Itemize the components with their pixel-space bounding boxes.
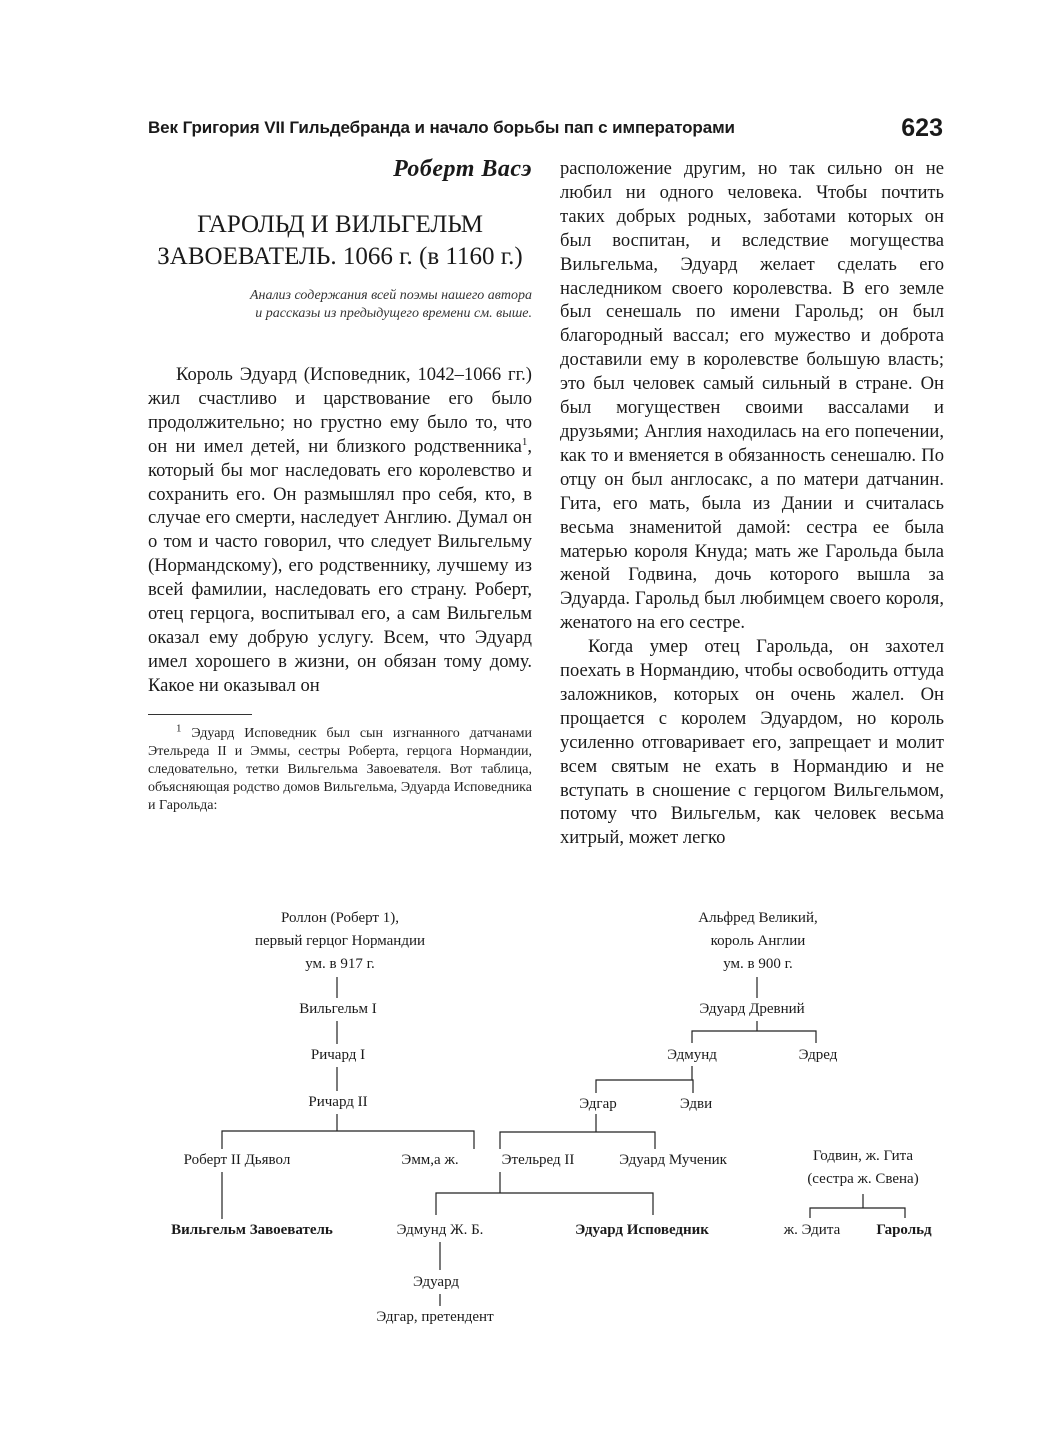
alfred-title: король Англии bbox=[710, 933, 806, 949]
tree-node-edward-elder: Эдуард Древний bbox=[699, 1001, 805, 1017]
tree-node-edward-exile: Эдуард bbox=[412, 1274, 460, 1290]
rollon-title: первый герцог Нормандии bbox=[254, 933, 426, 949]
tree-node-ethelred-2: Этельред II bbox=[501, 1152, 575, 1168]
page-number: 623 bbox=[901, 114, 943, 142]
tree-node-richard-1: Ричард I bbox=[310, 1047, 366, 1063]
footnote-reference[interactable]: 1 bbox=[521, 435, 528, 448]
article-title-line-1: ГАРОЛЬД И ВИЛЬГЕЛЬМ bbox=[197, 211, 483, 238]
connector-edgar-sons bbox=[500, 1114, 655, 1149]
footnote bbox=[148, 722, 532, 815]
rollon-name: Роллон (Роберт 1), bbox=[281, 910, 399, 926]
tree-node-edward-martyr: Эдуард Мученик bbox=[619, 1152, 727, 1168]
epigraph-line-1: Анализ содержания всей поэмы нашего автора bbox=[249, 288, 532, 303]
alfred-death: ум. в 900 г. bbox=[723, 956, 793, 972]
epigraph-line-2: и рассказы из предыдущего времени см. выше. bbox=[255, 306, 532, 321]
article-title-line-2: ЗАВОЕВАТЕЛЬ. 1066 г. (в 1160 г.) bbox=[157, 243, 523, 270]
article-author: Роберт Васэ bbox=[393, 156, 532, 182]
tree-node-edred: Эдред bbox=[798, 1047, 838, 1063]
tree-node-edward-confessor: Эдуард Исповедник bbox=[575, 1222, 709, 1238]
tree-node-edgar-pretender: Эдгар, претендент bbox=[376, 1309, 494, 1325]
tree-node-edmund: Эдмунд bbox=[667, 1047, 717, 1063]
tree-node-harold: Гарольд bbox=[876, 1222, 932, 1238]
tree-node-edmund-ironside: Эдмунд Ж. Б. bbox=[396, 1222, 484, 1238]
tree-node-godwin bbox=[807, 1145, 918, 1191]
epigraph bbox=[148, 287, 532, 323]
body-text-part-b: , который бы мог наследовать его королевство и сохранить его. Он размышлял про себя, кто, в случае его смерти, наследует Англию. Думал он о том и часто говорил, что следует Вильгельму (Нормандскому), его родственнику, лучшему из всей фамилии, наследовать его страну. Роберт, отец герцога, воспитывал его, а сам Вильгельм оказал ему добрую услугу. Всем, что Эдуард имел хорошего в жизни, он обязан тому дому. Какое ни оказывал он bbox=[148, 435, 532, 696]
footnote-text: Эдуард Исповедник был сын изгнанного датчанами Этельреда II и Эммы, сестры Роберта, герцога Нормандии, следовательно, тетки Вильгельма Завоевателя. Вот таблица, объясняющая родство домов Вильгельма, Эдуарда Исповедника и Гарольда: bbox=[148, 725, 532, 813]
tree-node-alfred bbox=[698, 907, 818, 976]
connector-richard2-children bbox=[222, 1114, 474, 1149]
connector-godwin-children bbox=[810, 1194, 905, 1218]
connector-edward-sons bbox=[692, 1021, 816, 1043]
connector-ethelred-sons bbox=[436, 1172, 653, 1215]
article-title bbox=[148, 209, 532, 273]
left-column bbox=[148, 152, 532, 815]
running-title: Век Григория VII Гильдебранда и начало борьбы пап с императорами bbox=[148, 118, 735, 137]
running-header bbox=[148, 114, 948, 148]
tree-node-edwy: Эдви bbox=[679, 1096, 713, 1112]
tree-node-edgar: Эдгар bbox=[579, 1096, 617, 1112]
right-column bbox=[560, 157, 944, 850]
connector-edmund-sons bbox=[596, 1066, 693, 1093]
godwin-note: (сестра ж. Свена) bbox=[807, 1171, 919, 1187]
footnote-divider bbox=[148, 714, 252, 715]
tree-node-emma: Эмм,а ж. bbox=[401, 1152, 459, 1168]
tree-node-robert-2: Роберт II Дьявол bbox=[183, 1152, 291, 1168]
body-paragraph-right-1: расположение другим, но так сильно он не любил ни одного человека. Чтобы почтить таких добрых родных, заботами которых он был воспитан, и вследствие могущества Вильгельма, Эдуард желает сделать его наследником своего королевства. В его земле был сенешаль по имени Гарольд; он был благородный вассал; его мужество и доброта доставили ему в королевстве большую власть; это был человек самый сильный в стране. Он был могуществен своими вассалами и друзьями; Англия находилась на его попечении, как то и вменяется в обязанность сенешалю. По отцу он был англосакс, а по матери датчанин. Гита, его мать, была из Дании и считалась весьма знаменитой дамой: сестра ее была матерью короля Кнуда; мать же Гарольда была женой Годвина, дочь которого вышла за Эдуарда. Гарольд был любимцем своего короля, женатого на его сестре. bbox=[560, 158, 944, 634]
rollon-death: ум. в 917 г. bbox=[305, 956, 375, 972]
body-paragraph-right-2: Когда умер отец Гарольда, он захотел поехать в Нормандию, чтобы освободить оттуда заложников, которых он очень жалел. Он прощается с королем Эдуардом, но король усиленно отговаривает его, запрещает и молит всем святым не ехать в Нормандию и не вступать в сношение с герцогом Вильгельмом, потому что Вильгельм, как человек весьма хитрый, может легко bbox=[560, 636, 944, 849]
footnote-number: 1 bbox=[176, 722, 182, 735]
tree-node-richard-2: Ричард II bbox=[308, 1094, 368, 1110]
body-text-part-a: Король Эдуард (Исповедник, 1042–1066 гг.) жил счастливо и царствование его было продолжительно; но грустно ему было то, что он ни имел детей, ни близкого родственника bbox=[148, 364, 532, 457]
alfred-name: Альфред Великий, bbox=[698, 910, 818, 926]
godwin-name: Годвин, ж. Гита bbox=[812, 1148, 914, 1164]
tree-node-edith: ж. Эдита bbox=[783, 1222, 841, 1238]
tree-node-wilhelm-1: Вильгельм I bbox=[299, 1001, 377, 1017]
body-paragraph-left bbox=[148, 363, 532, 698]
tree-node-rollon bbox=[255, 907, 425, 976]
tree-node-conqueror: Вильгельм Завоеватель bbox=[171, 1222, 333, 1238]
